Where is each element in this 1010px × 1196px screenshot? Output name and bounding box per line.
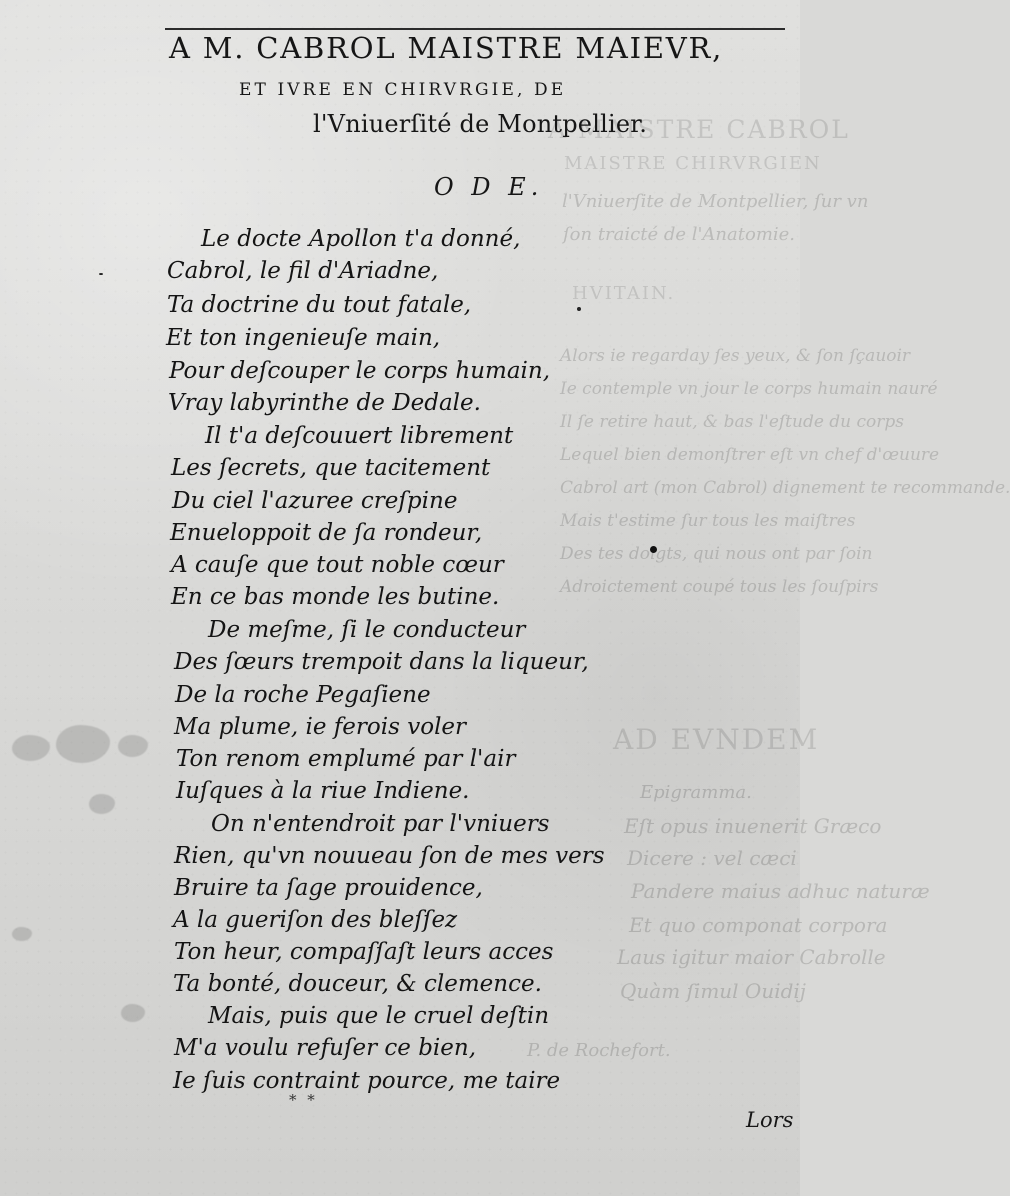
bleed-line-5: Il ſe retire haut, & bas l'eſtude du corps xyxy=(560,412,905,432)
ode-line-22: A la gueriſon des bleſſez xyxy=(173,907,458,933)
ode-line-18: Iuſques à la riue Indiene. xyxy=(176,778,470,804)
bleed-header-b: MAISTRE CHIRVRGIEN xyxy=(564,153,822,174)
dedication-line-1: A M. CABROL MAISTRE MAIEVR, xyxy=(169,31,724,65)
left-margin-stain-3 xyxy=(118,735,148,757)
ode-line-11: A cauſe que tout noble cœur xyxy=(171,552,504,578)
bleed-header-d: AD EVNDEM xyxy=(613,723,820,756)
bleed-line-13: Dicere : vel cæci xyxy=(627,846,797,870)
left-margin-stain-1 xyxy=(12,735,50,761)
bleed-line-4: Ie contemple vn jour le corps humain nauré xyxy=(560,379,938,399)
bleed-line-15: Et quo componat corpora xyxy=(629,913,888,937)
ode-line-27: Ie ſuis contraint pource, me taire xyxy=(173,1068,561,1094)
bleed-line-18: P. de Rochefort. xyxy=(527,1040,671,1061)
ode-line-15: De la roche Pegaſiene xyxy=(175,682,431,708)
catchword: Lors xyxy=(746,1108,794,1132)
left-margin-stain-2 xyxy=(56,725,110,763)
bleed-line-2: ſon traicté de l'Anatomie. xyxy=(563,224,796,245)
bleed-line-1: l'Vniuerſite de Montpellier, ſur vn xyxy=(562,191,869,212)
page-speck-2 xyxy=(577,307,581,311)
bleed-line-11: Epigramma. xyxy=(640,782,752,803)
ode-line-16: Ma plume, ie ferois voler xyxy=(174,714,467,740)
footer-mark: * * xyxy=(289,1091,318,1109)
ode-line-23: Ton heur, compaſſaſt leurs acces xyxy=(174,939,554,965)
ode-line-8: Les ſecrets, que tacitement xyxy=(171,455,491,481)
bleed-line-7: Cabrol art (mon Cabrol) dignement te recommande. xyxy=(560,478,1010,498)
bleed-line-16: Laus igitur maior Cabrolle xyxy=(617,945,886,969)
ode-line-1: Le docte Apollon t'a donné, xyxy=(201,226,521,252)
bleed-line-3: Alors ie regarday ſes yeux, & ſon ſçauoir xyxy=(560,346,911,366)
bleed-line-9: Des tes doigts, qui nous ont par ſoin xyxy=(560,544,873,564)
bleed-header-c: HVITAIN. xyxy=(572,283,676,304)
ode-line-20: Rien, qu'vn nouueau ſon de mes vers xyxy=(174,843,605,869)
ode-line-21: Bruire ta ſage prouidence, xyxy=(174,875,483,901)
ode-line-14: Des ſœurs trempoit dans la liqueur, xyxy=(174,649,589,675)
ode-line-17: Ton renom emplumé par l'air xyxy=(176,746,516,772)
ode-line-3: Ta doctrine du tout fatale, xyxy=(167,292,472,318)
bleed-line-8: Mais t'estime ſur tous les maiſtres xyxy=(560,511,856,531)
ode-line-25: Mais, puis que le cruel deſtin xyxy=(208,1003,550,1029)
ode-line-26: M'a voulu refuſer ce bien, xyxy=(174,1035,477,1061)
top-rule xyxy=(165,28,785,30)
ode-line-13: De meſme, ſi le conducteur xyxy=(208,617,526,643)
bleed-line-12: Eſt opus inuenerit Græco xyxy=(624,814,882,838)
ode-line-24: Ta bonté, douceur, & clemence. xyxy=(173,971,542,997)
page-speck-1 xyxy=(650,546,657,553)
ode-title: O D E. xyxy=(434,173,544,201)
bleed-line-17: Quàm ſimul Ouidij xyxy=(620,979,806,1003)
ode-line-12: En ce bas monde les butine. xyxy=(171,584,500,610)
page-speck-3 xyxy=(99,273,103,275)
dedication-line-2: ET IVRE EN CHIRVRGIE, DE xyxy=(239,80,567,100)
dedication-line-3: l'Vniuerſité de Montpellier. xyxy=(313,110,648,138)
left-margin-stain-6 xyxy=(12,927,32,941)
ode-line-4: Et ton ingenieuſe main, xyxy=(166,325,441,351)
ode-line-19: On n'entendroit par l'vniuers xyxy=(211,811,550,837)
ode-line-9: Du ciel l'azuree creſpine xyxy=(172,488,458,514)
ode-line-2: Cabrol, le fil d'Ariadne, xyxy=(167,258,439,284)
bleed-line-10: Adroictement coupé tous les ſouſpirs xyxy=(560,577,879,597)
ode-line-5: Pour deſcouper le corps humain, xyxy=(169,358,551,384)
ode-line-7: Il t'a deſcouuert librement xyxy=(205,423,514,449)
left-margin-stain-4 xyxy=(89,794,115,814)
ode-line-10: Enueloppoit de ſa rondeur, xyxy=(170,520,483,546)
left-margin-stain-5 xyxy=(121,1004,145,1022)
bleed-line-6: Lequel bien demonſtrer eſt vn chef d'œuure xyxy=(560,445,940,465)
ode-line-6: Vray labyrinthe de Dedale. xyxy=(168,390,481,416)
bleed-header-a: A MAISTRE CABROL xyxy=(548,115,850,144)
bleed-line-14: Pandere maius adhuc naturæ xyxy=(631,879,930,903)
